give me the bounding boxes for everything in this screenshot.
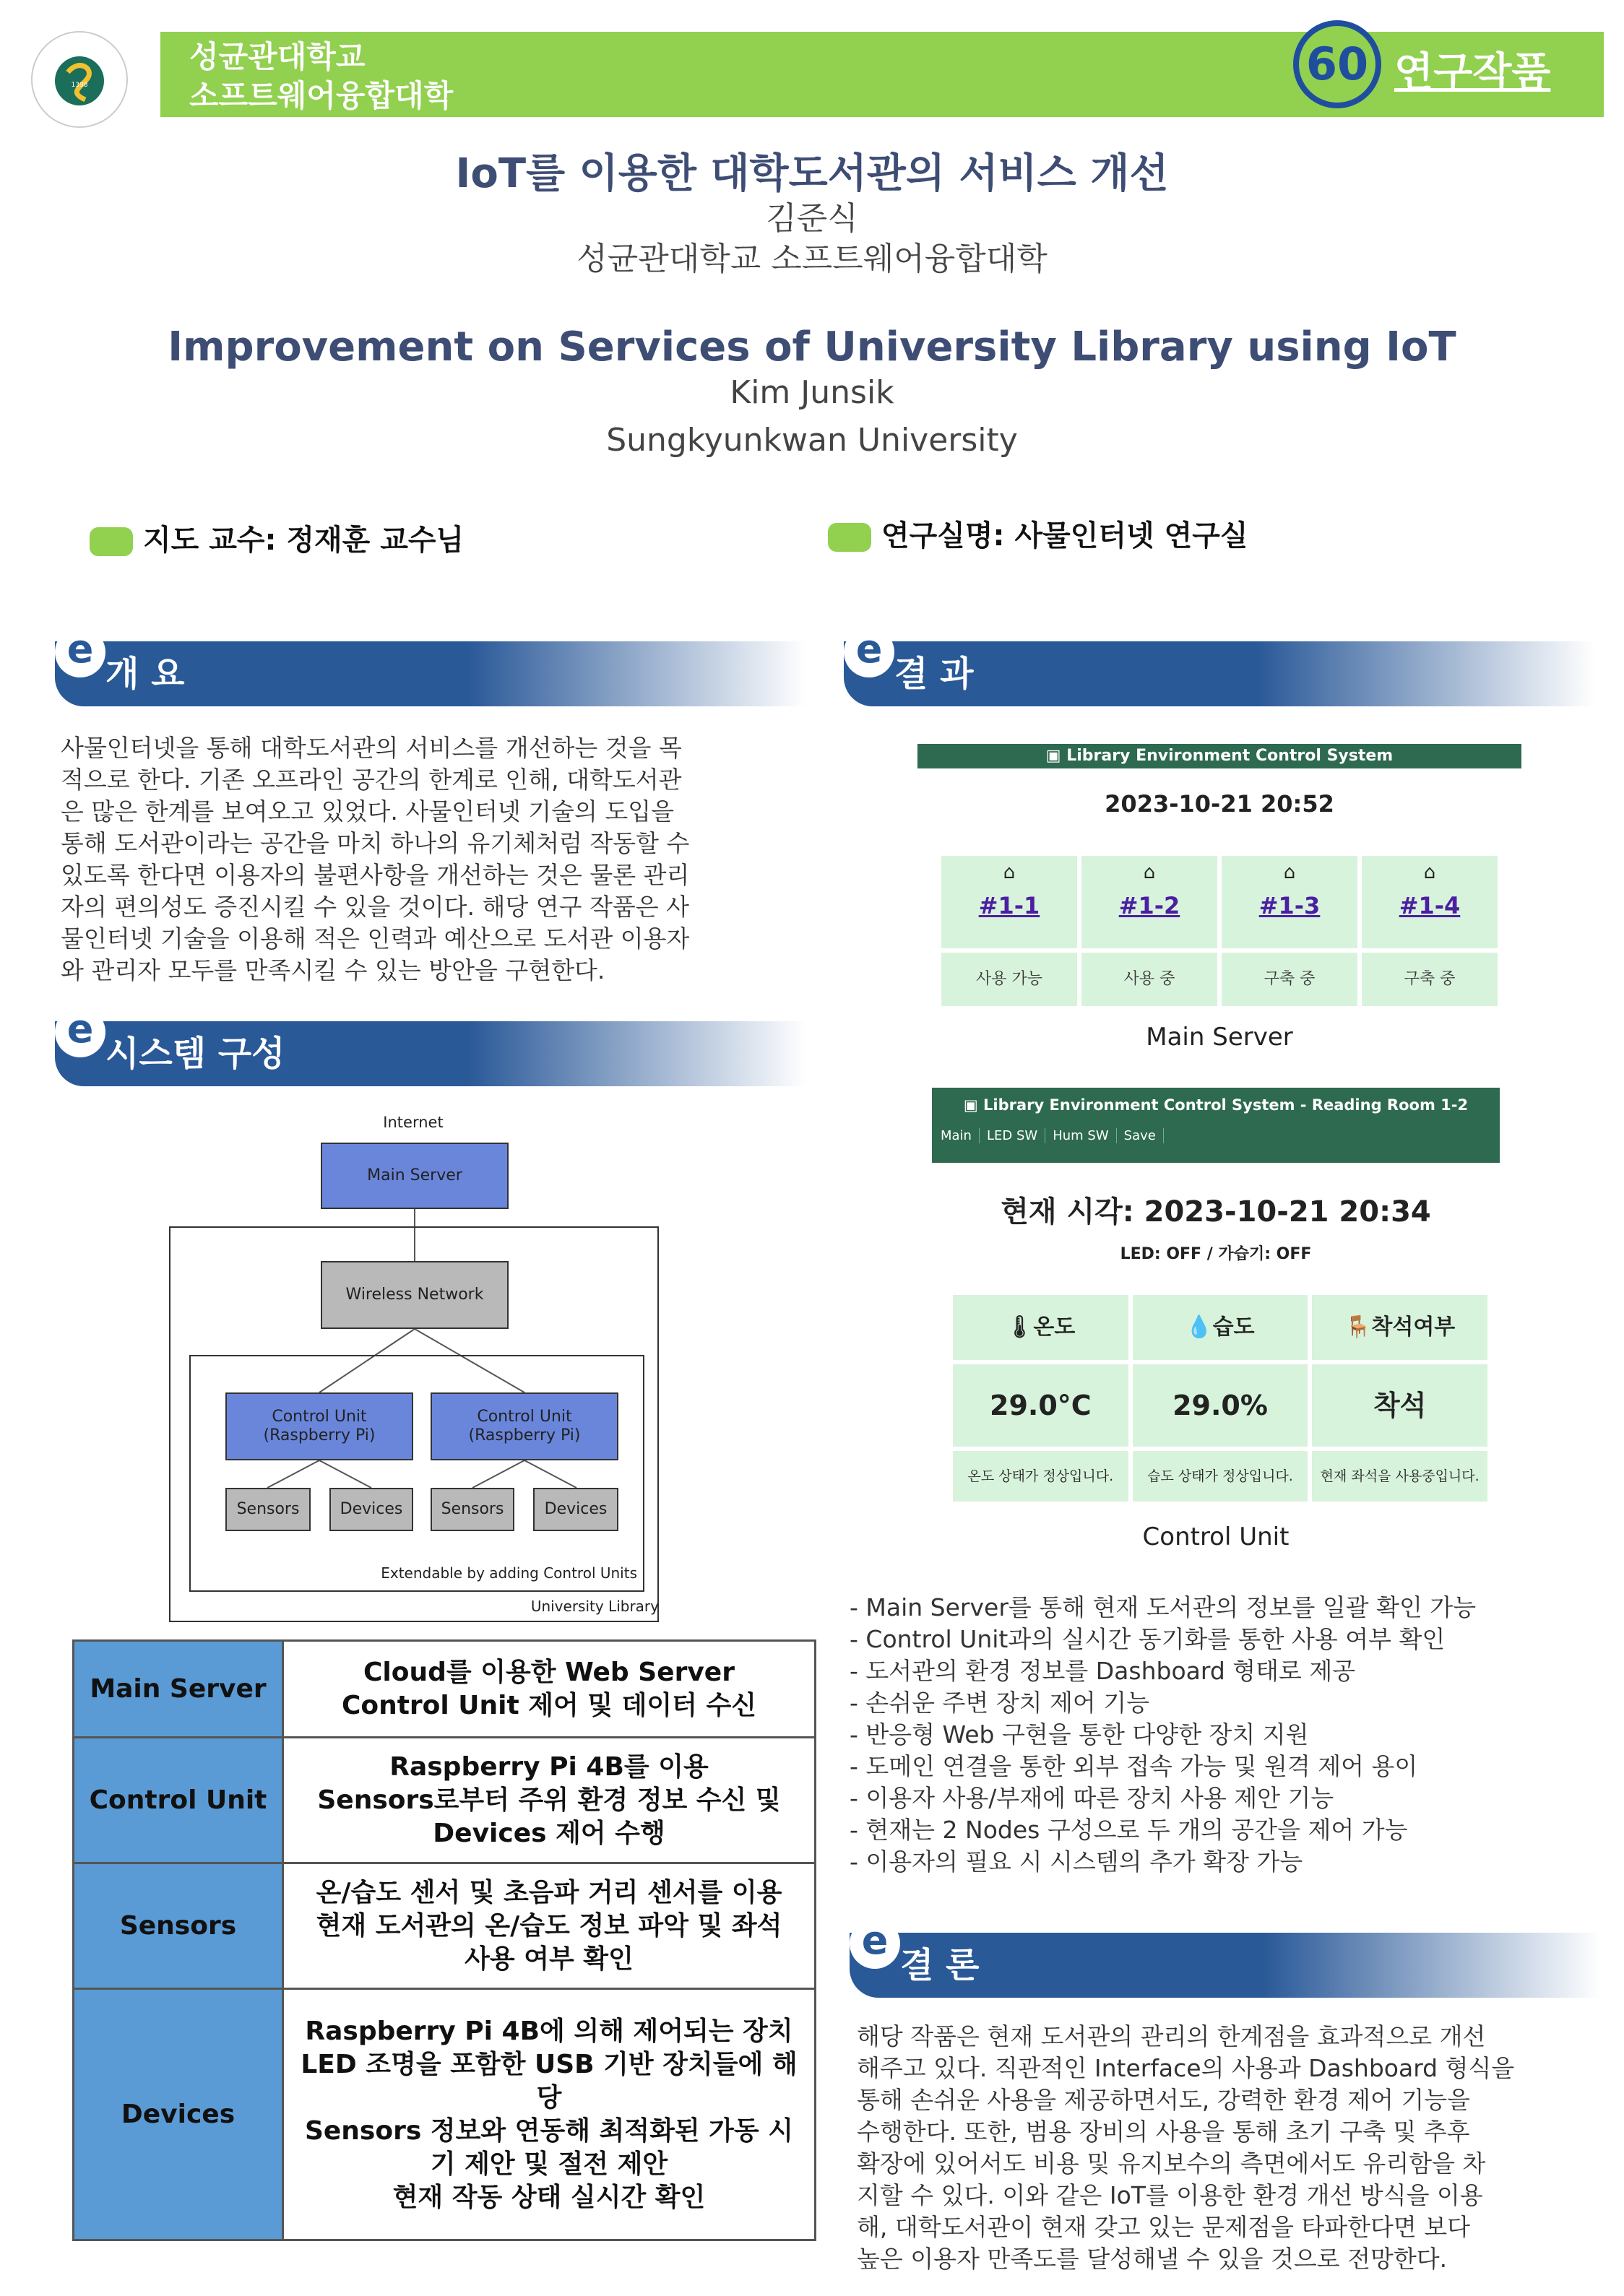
control-unit-node-1 (225, 1392, 413, 1460)
nav-save[interactable]: Save (1124, 1128, 1164, 1143)
extendable-note: Extendable by adding Control Units (381, 1564, 637, 1582)
desc-line: Cloud를 이용한 Web Server (363, 1657, 735, 1687)
temperature-value: 29.0°C (951, 1362, 1131, 1449)
author-english: Kim Junsik (730, 374, 894, 411)
current-time: 현재 시각: 2023-10-21 20:34 (1001, 1195, 1431, 1229)
advisor-text: 지도 교수: 정재훈 교수님 (143, 524, 465, 557)
section-title: 시스템 구성 (105, 1034, 285, 1074)
main-server-caption: Main Server (1146, 1023, 1293, 1052)
list-item: - 현재는 2 Nodes 구성으로 두 개의 공간을 제어 가능 (850, 1816, 1408, 1844)
control-unit-caption: Control Unit (1142, 1522, 1290, 1551)
text-line: 통해 손쉬운 사용을 제공하면서도, 강력한 환경 제어 기능을 (857, 2086, 1470, 2114)
room-cell[interactable] (1360, 854, 1500, 950)
sensor-grid (951, 1293, 1490, 1504)
desc-line: 기 제안 및 절전 제안 (430, 2149, 668, 2179)
main-server-dashboard (917, 744, 1521, 1052)
humidity-note: 습도 상태가 정상입니다. (1131, 1449, 1310, 1504)
text-line: 통해 도서관이라는 공간을 마치 하나의 유기체처럼 작동할 수 (61, 829, 690, 857)
text-line: 자의 편의성도 증진시킬 수 있을 것이다. 해당 연구 작품은 사 (61, 893, 689, 921)
section-header-overview: e 개 요 (55, 641, 806, 706)
nav-humidifier-switch[interactable]: Hum SW (1053, 1128, 1116, 1143)
building-icon: ▣ (963, 1096, 978, 1114)
dashboard-title-bar (917, 744, 1521, 768)
text-line: 확장에 있어서도 비용 및 유지보수의 측면에서도 유리함을 차 (857, 2149, 1486, 2178)
table-row (74, 1738, 816, 1863)
dashboard-title: Library Environment Control System - Reading Room 1-2 (983, 1096, 1469, 1114)
section-header-system: e 시스템 구성 (55, 1021, 806, 1086)
sensors-node-1: Sensors (225, 1488, 311, 1531)
room-link[interactable]: #1-3 (1258, 892, 1321, 919)
advisor-info (90, 517, 464, 558)
control-units-group (189, 1355, 644, 1592)
text-line: 사물인터넷을 통해 대학도서관의 서비스를 개선하는 것을 목 (61, 734, 682, 762)
humidity-header: 💧습도 (1131, 1293, 1310, 1362)
university-logo (29, 29, 130, 130)
device-status: LED: OFF / 가습기: OFF (1120, 1245, 1312, 1263)
internet-label: Internet (383, 1114, 444, 1131)
desc-line: 당 (536, 2082, 562, 2113)
room-link[interactable]: #1-4 (1399, 892, 1461, 919)
table-row (74, 1989, 816, 2240)
list-item: - 반응형 Web 구현을 통한 다양한 장치 지원 (850, 1720, 1309, 1749)
component-description (283, 1989, 816, 2240)
system-component-table (72, 1639, 816, 2241)
project-category-label: 연구작품 (1394, 49, 1551, 96)
node-label: Control Unit (272, 1408, 367, 1426)
conclusion-text (857, 2021, 1608, 2275)
text-line: 지할 수 있다. 이와 같은 IoT를 이용한 환경 개선 방식을 이용 (857, 2181, 1483, 2209)
temperature-header: 🌡온도 (951, 1293, 1131, 1362)
desc-line: 온/습도 센서 및 초음파 거리 센서를 이용 (316, 1877, 782, 1907)
main-server-node: Main Server (321, 1143, 509, 1209)
desc-line: LED 조명을 포함한 USB 기반 장치들에 해 (301, 2049, 798, 2079)
lab-text: 연구실명: 사물인터넷 연구실 (881, 519, 1248, 553)
home-gear-icon: ⌂ (1283, 862, 1296, 883)
text-line: 적으로 한다. 기존 오프라인 공간의 한계로 인해, 대학도서관 (61, 766, 682, 794)
seat-note: 현재 좌석을 사용중입니다. (1310, 1449, 1490, 1504)
home-icon: ⌂ (1143, 862, 1156, 883)
dashboard-title-bar (932, 1088, 1500, 1114)
room-cell[interactable] (1079, 854, 1219, 950)
component-label: Sensors (74, 1863, 283, 1989)
room-link[interactable]: #1-1 (978, 892, 1040, 919)
section-title: 개 요 (105, 654, 185, 694)
text-line: 있도록 한다면 이용자의 불편사항을 개선하는 것은 물론 관리 (61, 861, 690, 889)
node-label: (Raspberry Pi) (468, 1426, 581, 1444)
desc-line: Raspberry Pi 4B에 의해 제어되는 장치 (305, 2016, 793, 2046)
control-unit-node-2 (431, 1392, 618, 1460)
desc-line: Raspberry Pi 4B를 이용 (389, 1751, 709, 1782)
text-line: 수행한다. 또한, 범용 장비의 사용을 통해 초기 구축 및 추후 (857, 2118, 1470, 2146)
bullet-marker (90, 527, 133, 556)
text-line: 와 관리자 모두를 만족시킬 수 있는 방안을 구현한다. (61, 956, 605, 984)
desc-line: Sensors 정보와 연동해 최적화된 가동 시 (304, 2115, 794, 2146)
desc-line: 현재 작동 상태 실시간 확인 (392, 2182, 706, 2212)
list-item: - 이용자 사용/부재에 따른 장치 사용 제안 기능 (850, 1784, 1334, 1812)
desc-line: Devices 제어 수행 (433, 1818, 665, 1848)
room-status: 구축 중 (1219, 950, 1360, 1008)
title-korean: IoT를 이용한 대학도서관의 서비스 개선 (455, 150, 1169, 197)
humidity-value: 29.0% (1131, 1362, 1310, 1449)
room-link[interactable]: #1-2 (1118, 892, 1180, 919)
system-diagram (168, 1109, 659, 1622)
control-unit-header (932, 1088, 1500, 1163)
room-grid (939, 854, 1500, 1008)
university-name (189, 38, 453, 116)
affiliation-english: Sungkyunkwan University (606, 422, 1018, 459)
project-number-badge: 60 (1293, 20, 1381, 108)
nav-main[interactable]: Main (941, 1128, 980, 1143)
lab-info (828, 513, 1248, 554)
university-line1: 성균관대학교 (189, 39, 366, 74)
table-row (74, 1863, 816, 1989)
bullet-marker (828, 523, 871, 552)
list-item: - 이용자의 필요 시 시스템의 추가 확장 가능 (850, 1847, 1303, 1876)
desc-line: 현재 도서관의 온/습도 정보 파악 및 좌석 (316, 1910, 782, 1941)
list-item: - 손쉬운 주변 장치 제어 기능 (850, 1689, 1150, 1717)
library-label: University Library (530, 1598, 659, 1615)
room-cell[interactable] (1219, 854, 1360, 950)
component-description (283, 1863, 816, 1989)
text-line: 은 많은 한계를 보여오고 있었다. 사물인터넷 기술의 도입을 (61, 797, 674, 826)
university-line2: 소프트웨어융합대학 (189, 78, 454, 113)
seat-header: 🪑착석여부 (1310, 1293, 1490, 1362)
room-cell[interactable] (939, 854, 1079, 950)
desc-line: Sensors로부터 주위 환경 정보 수신 및 (317, 1785, 781, 1815)
seat-value: 착석 (1310, 1362, 1490, 1449)
title-english: Improvement on Services of University Library using IoT (168, 324, 1456, 371)
table-row (74, 1641, 816, 1738)
home-gear-icon: ⌂ (1423, 862, 1436, 883)
node-label: (Raspberry Pi) (263, 1426, 376, 1444)
section-title: 결 과 (894, 654, 974, 694)
home-icon: ⌂ (1003, 862, 1016, 883)
desc-line: Control Unit 제어 및 데이터 수신 (341, 1690, 757, 1720)
result-bullet-list (850, 1592, 1601, 1878)
temperature-note: 온도 상태가 정상입니다. (951, 1449, 1131, 1504)
text-line: 해당 작품은 현재 도서관의 관리의 한계점을 효과적으로 개선 (857, 2022, 1486, 2050)
text-line: 해주고 있다. 직관적인 Interface의 사용과 Dashboard 형식을 (857, 2054, 1515, 2082)
overview-text (61, 732, 812, 987)
devices-node-2: Devices (533, 1488, 618, 1531)
building-icon: ▣ (1045, 747, 1061, 765)
section-header-conclusion: e 결 론 (850, 1933, 1601, 1998)
text-line: 해, 대학도서관이 현재 갖고 있는 문제점을 타파한다면 보다 (857, 2213, 1470, 2241)
sensors-node-2: Sensors (431, 1488, 514, 1531)
component-label: Control Unit (74, 1738, 283, 1863)
list-item: - 도서관의 환경 정보를 Dashboard 형태로 제공 (850, 1657, 1356, 1685)
svg-text:1398: 1398 (71, 82, 88, 89)
devices-node-1: Devices (329, 1488, 413, 1531)
nav-led-switch[interactable]: LED SW (987, 1128, 1045, 1143)
list-item: - Control Unit과의 실시간 동기화를 통한 사용 여부 확인 (850, 1625, 1446, 1653)
list-item: - Main Server를 통해 현재 도서관의 정보를 일괄 확인 가능 (850, 1593, 1477, 1621)
text-line: 물인터넷 기술을 이용해 적은 인력과 예산으로 도서관 이용자 (61, 924, 690, 953)
control-unit-dashboard (932, 1088, 1500, 1551)
component-label: Devices (74, 1989, 283, 2240)
dashboard-datetime: 2023-10-21 20:52 (1105, 790, 1334, 818)
desc-line: 사용 여부 확인 (465, 1944, 634, 1974)
component-description (283, 1738, 816, 1863)
room-status: 구축 중 (1360, 950, 1500, 1008)
dashboard-title: Library Environment Control System (1066, 747, 1394, 765)
list-item: - 도메인 연결을 통한 외부 접속 가능 및 원격 제어 용이 (850, 1752, 1418, 1780)
wireless-network-node: Wireless Network (321, 1261, 509, 1329)
room-status: 사용 가능 (939, 950, 1079, 1008)
section-title: 결 론 (900, 1945, 980, 1985)
text-line: 높은 이용자 만족도를 달성해낼 수 있을 것으로 전망한다. (857, 2245, 1448, 2273)
section-header-result: e 결 과 (844, 641, 1595, 706)
author-korean: 김준식 (766, 200, 858, 237)
node-label: Control Unit (477, 1408, 572, 1426)
room-status: 사용 중 (1079, 950, 1219, 1008)
affiliation-korean: 성균관대학교 소프트웨어융합대학 (576, 241, 1048, 277)
component-label: Main Server (74, 1641, 283, 1738)
component-description (283, 1641, 816, 1738)
control-unit-nav (932, 1122, 1500, 1149)
